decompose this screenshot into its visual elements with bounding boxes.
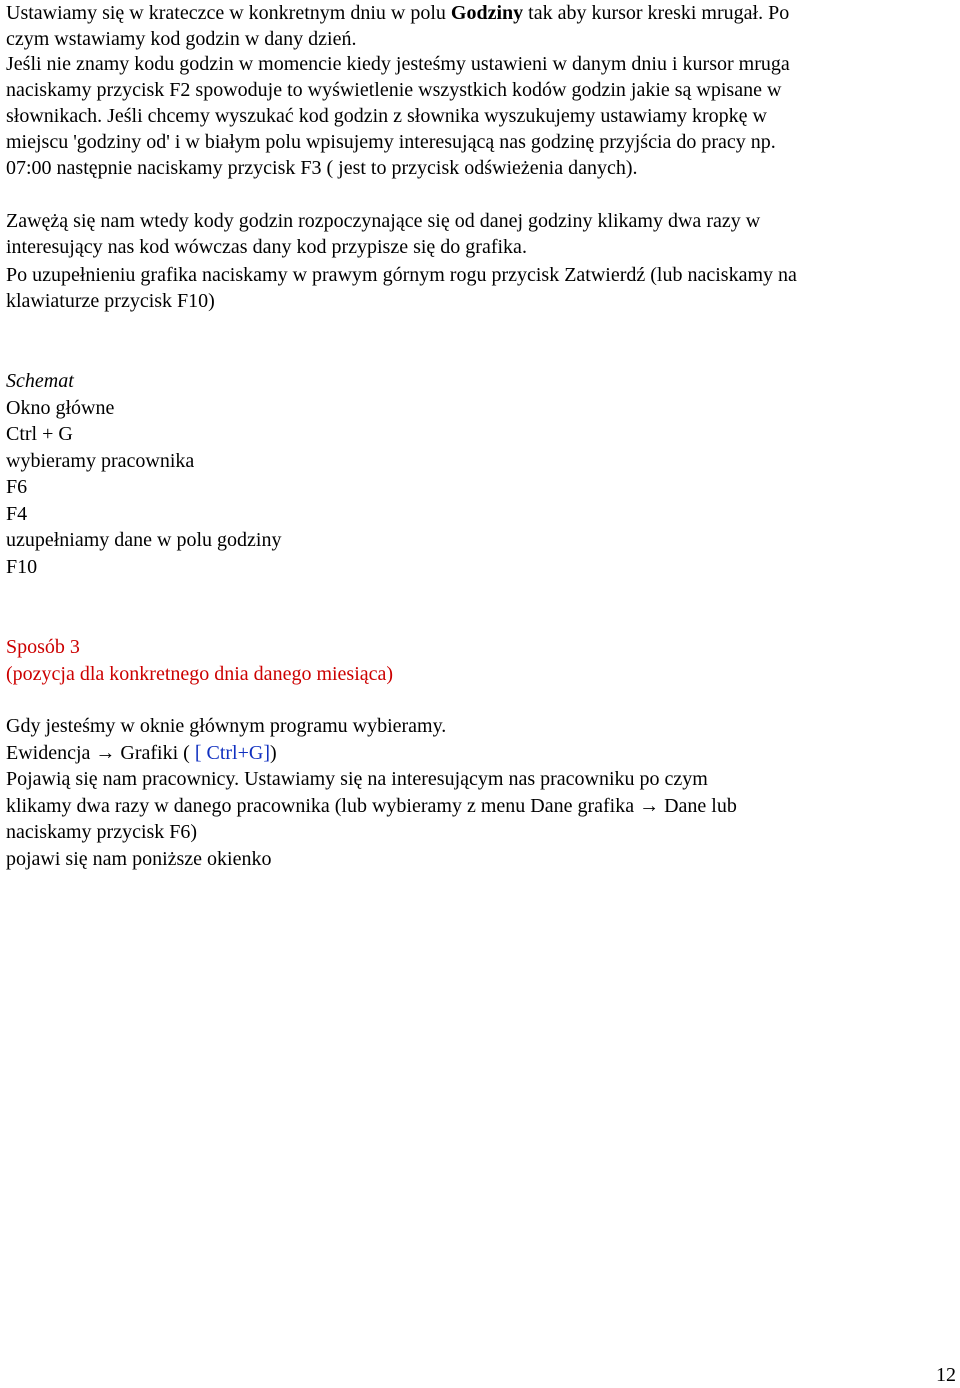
schemat-step: Ctrl + G bbox=[6, 423, 73, 445]
sposob3-line-4: klikamy dwa razy w danego pracownika (lub wybieramy z menu Dane grafika → Dane lub bbox=[6, 795, 737, 817]
para1-line-1 bbox=[6, 0, 789, 26]
schemat-step: F4 bbox=[6, 503, 28, 525]
text-span: ) bbox=[269, 742, 277, 764]
para1-line-6: miejscu 'godziny od' i w białym polu wpisujemy interesującą nas godzinę przyjścia do pracy np. bbox=[6, 131, 776, 153]
schemat-step: Okno główne bbox=[6, 397, 115, 419]
sposob3-line-2 bbox=[6, 740, 277, 766]
schemat-step: wybieramy pracownika bbox=[6, 450, 195, 472]
para1-line-5: słownikach. Jeśli chcemy wyszukać kod godzin z słownika wyszukujemy ustawiamy kropkę w bbox=[6, 105, 767, 127]
para1-line-2: czym wstawiamy kod godzin w dany dzień. bbox=[6, 28, 357, 50]
sposob3-subheading: (pozycja dla konkretnego dnia danego miesiąca) bbox=[6, 663, 394, 685]
para1-line-4: naciskamy przycisk F2 spowoduje to wyświetlenie wszystkich kodów godzin jakie są wpisane w bbox=[6, 79, 782, 101]
schemat-step: F10 bbox=[6, 556, 38, 578]
sposob3-line-3: Pojawią się nam pracownicy. Ustawiamy się na interesującym nas pracowniku po czym bbox=[6, 768, 708, 790]
text-span: Ewidencja → Grafiki ( bbox=[6, 742, 195, 764]
sposob3-line-1: Gdy jesteśmy w oknie głównym programu wybieramy. bbox=[6, 715, 447, 737]
text-span: tak aby kursor kreski mrugał. Po bbox=[523, 2, 790, 24]
sposob3-line-5: naciskamy przycisk F6) bbox=[6, 821, 198, 843]
para1-line-3: Jeśli nie znamy kodu godzin w momencie kiedy jesteśmy ustawieni w danym dniu i kursor mruga bbox=[6, 53, 790, 75]
schemat-step: uzupełniamy dane w polu godziny bbox=[6, 529, 282, 551]
para1-line-7: 07:00 następnie naciskamy przycisk F3 ( jest to przycisk odświeżenia danych). bbox=[6, 157, 638, 179]
schemat-title: Schemat bbox=[6, 370, 74, 392]
para2-line-4: klawiaturze przycisk F10) bbox=[6, 290, 215, 312]
sposob3-line-6: pojawi się nam poniższe okienko bbox=[6, 848, 272, 870]
schemat-step: F6 bbox=[6, 476, 28, 498]
para2-line-3: Po uzupełnieniu grafika naciskamy w prawym górnym rogu przycisk Zatwierdź (lub naciskamy na bbox=[6, 264, 797, 286]
shortcut-ctrl-g: [ Ctrl+G] bbox=[194, 742, 270, 764]
para2-line-1: Zawężą się nam wtedy kody godzin rozpoczynające się od danej godziny klikamy dwa razy w bbox=[6, 210, 761, 232]
sposob3-heading: Sposób 3 bbox=[6, 636, 80, 658]
page-number: 12 bbox=[936, 1364, 956, 1386]
para2-line-2: interesujący nas kod wówczas dany kod przypisze się do grafika. bbox=[6, 236, 527, 258]
bold-term-godziny: Godziny bbox=[450, 2, 524, 24]
text-span: Ustawiamy się w krateczce w konkretnym dniu w polu bbox=[6, 2, 451, 24]
